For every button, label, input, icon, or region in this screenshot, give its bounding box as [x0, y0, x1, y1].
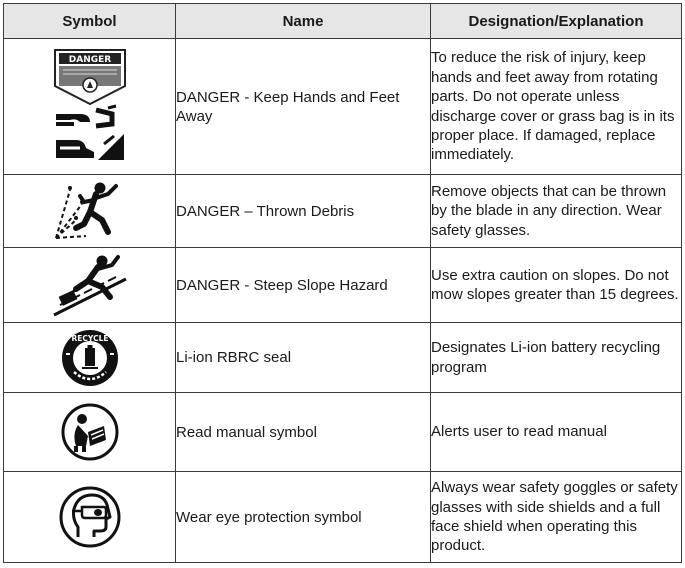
symbol-description: Alerts user to read manual — [431, 393, 682, 472]
rbrc-seal-icon — [60, 328, 120, 388]
read-manual-icon — [60, 402, 120, 462]
table-row — [4, 393, 682, 472]
symbol-name: DANGER - Keep Hands and Feet Away — [176, 39, 431, 175]
symbol-description: Designates Li-ion battery recycling program — [431, 323, 682, 393]
symbol-cell — [4, 39, 176, 175]
header-name: Name — [176, 4, 431, 39]
symbol-name: Read manual symbol — [176, 393, 431, 472]
eye-protection-icon — [58, 485, 122, 549]
symbol-name: DANGER - Steep Slope Hazard — [176, 248, 431, 323]
symbol-cell — [4, 323, 176, 393]
decal-text: DANGER — [68, 54, 111, 65]
table-row — [4, 323, 682, 393]
symbol-table — [3, 3, 682, 563]
header-designation: Designation/Explanation — [431, 4, 682, 39]
header-symbol: Symbol — [4, 4, 176, 39]
table-row — [4, 248, 682, 323]
table-header-row — [4, 4, 682, 39]
seal-text: RECYCLE — [71, 333, 108, 343]
symbol-name: Li-ion RBRC seal — [176, 323, 431, 393]
symbol-cell — [4, 248, 176, 323]
thrown-debris-icon — [52, 180, 128, 242]
symbol-description: To reduce the risk of injury, keep hands and feet away from rotating parts. Do not operate unless discharge cover or grass bag is in its proper place. If damaged, replace immediately. — [431, 39, 682, 175]
steep-slope-icon — [52, 253, 128, 317]
table-row — [4, 175, 682, 248]
symbol-cell — [4, 472, 176, 563]
symbol-description: Use extra caution on slopes. Do not mow slopes greater than 15 degrees. — [431, 248, 682, 323]
symbol-name: Wear eye protection symbol — [176, 472, 431, 563]
symbol-description: Always wear safety goggles or safety glasses with side shields and a full face shield when operating this product. — [431, 472, 682, 563]
symbol-description: Remove objects that can be thrown by the blade in any direction. Wear safety glasses. — [431, 175, 682, 248]
table-row — [4, 39, 682, 175]
symbol-cell — [4, 175, 176, 248]
danger-hands-feet-icon — [50, 48, 130, 166]
symbol-name: DANGER – Thrown Debris — [176, 175, 431, 248]
symbol-cell — [4, 393, 176, 472]
table-row — [4, 472, 682, 563]
